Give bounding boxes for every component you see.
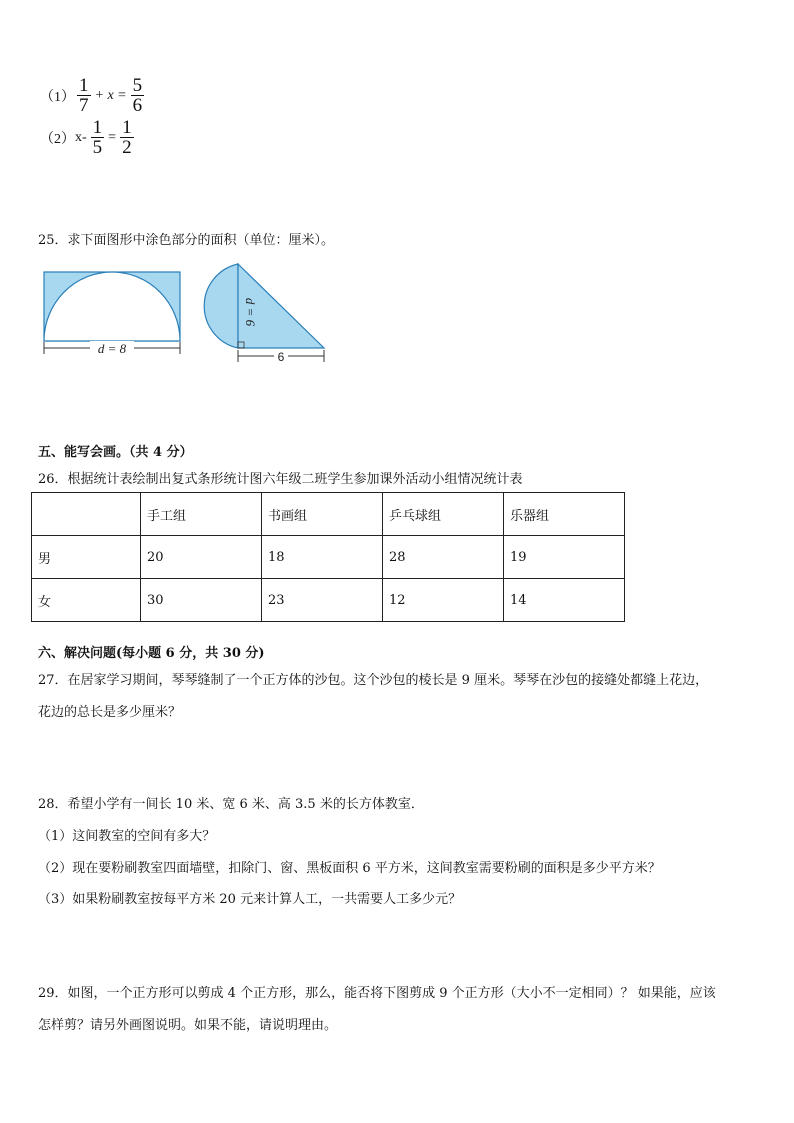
figure-rectangle-semicircle — [44, 272, 180, 356]
fraction — [120, 118, 134, 157]
denominator: 2 — [122, 137, 132, 158]
equation-2 — [40, 118, 136, 157]
question-27-line-2: 花边的总长是多少厘米？ — [38, 705, 182, 720]
question-25: 25．求下面图形中涂色部分的面积（单位：厘米）。 — [38, 233, 335, 248]
table-cell: 乒乓球组 — [383, 493, 504, 536]
denominator: 6 — [132, 95, 143, 116]
numerator: 1 — [122, 117, 132, 138]
equation-2-variable: x- — [75, 129, 87, 145]
table-cell — [32, 493, 141, 536]
fraction — [91, 118, 105, 157]
table-row — [32, 536, 625, 579]
table-cell: 28 — [383, 536, 504, 579]
numerator: 1 — [79, 75, 89, 96]
question-29-line-2: 怎样剪？请另外画图说明。如果不能，请说明理由。 — [38, 1018, 338, 1033]
question-28-sub-3: （3）如果粉刷教室按每平方米 20 元来计算人工，一共需要人工多少元？ — [38, 892, 462, 907]
table-cell: 14 — [504, 579, 625, 622]
question-28-sub-2: （2）现在要粉刷教室四面墙壁，扣除门、窗、黑板面积 6 平方米，这间教室需要粉刷的面积是多少平方米？ — [38, 861, 661, 876]
table-cell: 18 — [262, 536, 383, 579]
fraction — [131, 76, 145, 115]
shaded-semicircle — [204, 264, 238, 348]
table-cell: 23 — [262, 579, 383, 622]
equation-1 — [40, 76, 146, 115]
question-27-line-1: 27．在居家学习期间，琴琴缝制了一个正方体的沙包。这个沙包的棱长是 9 厘米。琴琴在沙包的接缝处都缝上花边， — [38, 673, 709, 688]
table-row — [32, 579, 625, 622]
equation-2-label: （2） — [40, 131, 75, 147]
table-cell: 12 — [383, 579, 504, 622]
statistics-table — [31, 492, 625, 622]
table-header-row — [32, 493, 625, 536]
fraction — [77, 76, 91, 115]
figure-2-diameter-label: d = 6 — [243, 297, 258, 327]
question-29-line-1: 29．如图，一个正方形可以剪成 4 个正方形，那么，能否将下图剪成 9 个正方形（大小不一定相同）？ 如果能，应该 — [38, 986, 716, 1001]
question-25-figures — [40, 262, 340, 370]
figure-2-base-label: 6 — [277, 350, 285, 364]
equation-2-equals: = — [108, 129, 117, 145]
section-5-title: 五、能写会画。（共 4 分） — [38, 445, 193, 460]
figure-semicircle-triangle — [204, 264, 324, 364]
table-cell: 手工组 — [141, 493, 262, 536]
figure-1-label: d = 8 — [97, 341, 127, 356]
question-26: 26．根据统计表绘制出复式条形统计图六年级二班学生参加课外活动小组情况统计表 — [38, 472, 523, 487]
table-cell: 19 — [504, 536, 625, 579]
numerator: 1 — [92, 117, 103, 138]
question-28: 28．希望小学有一间长 10 米、宽 6 米、高 3.5 米的长方体教室． — [38, 797, 424, 812]
table-cell: 男 — [32, 536, 141, 579]
question-28-sub-1: （1）这间教室的空间有多大？ — [38, 829, 216, 844]
table-cell: 30 — [141, 579, 262, 622]
section-6-title: 六、解决问题(每小题 6 分，共 30 分) — [38, 646, 265, 661]
table-cell: 20 — [141, 536, 262, 579]
table-cell: 乐器组 — [504, 493, 625, 536]
numerator: 5 — [132, 75, 143, 96]
table-cell: 书画组 — [262, 493, 383, 536]
denominator: 5 — [92, 137, 103, 158]
table-cell: 女 — [32, 579, 141, 622]
equation-1-label: （1） — [40, 89, 75, 105]
denominator: 7 — [79, 95, 89, 116]
equation-1-operator: + x = — [94, 87, 127, 103]
